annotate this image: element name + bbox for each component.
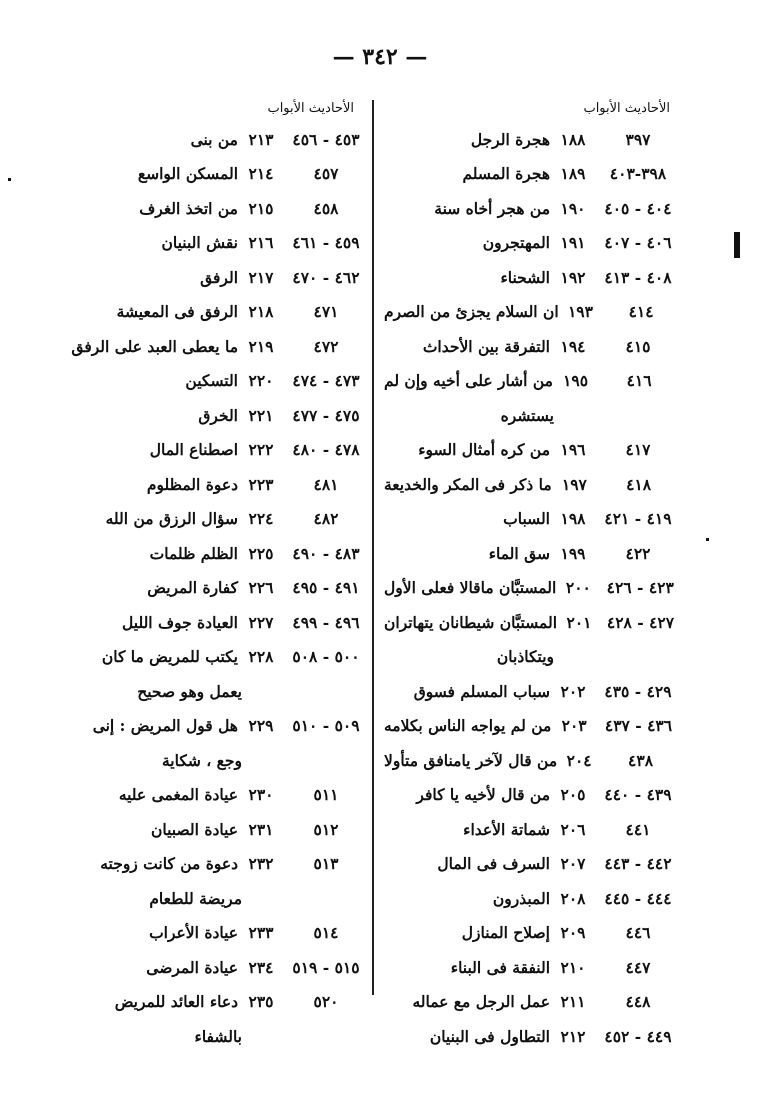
chapter-title: إصلاح المنازل <box>461 923 550 943</box>
chapter-number: ٢٠٨ <box>560 888 586 908</box>
hadith-range: ٤٣٦ - ٤٣٧ <box>604 716 673 736</box>
chapter-number: ١٩٢ <box>560 267 586 287</box>
chapter-title: من هجر أخاه سنة <box>434 198 550 218</box>
hadith-range: ٤٤١ <box>625 819 651 839</box>
chapter-number: ٢١٨ <box>248 302 274 322</box>
index-row <box>384 605 684 640</box>
hadith-range: ٤٤٩ - ٤٥٢ <box>604 1026 672 1046</box>
hadith-range: ٥١٢ <box>313 819 339 839</box>
index-continuation <box>384 640 684 675</box>
chapter-number: ١٨٩ <box>560 164 586 184</box>
chapter-title: الظلم ظلمات <box>149 543 238 563</box>
chapter-title: من بنى <box>190 129 238 149</box>
chapter-title: كفارة المريض <box>147 578 238 598</box>
chapter-number: ٢١٩ <box>248 336 274 356</box>
chapter-number: ٢٢٩ <box>248 716 274 736</box>
chapter-number: ٢٠٢ <box>560 681 586 701</box>
hadith-range: ٤١٧ <box>625 440 651 460</box>
column-header: الأحاديث الأبواب <box>267 101 354 116</box>
chapter-number: ٢٠١ <box>566 612 592 632</box>
index-row <box>62 329 372 364</box>
hadith-range: ٤٧٨ - ٤٨٠ <box>292 440 360 460</box>
hadith-range: ٤٧٣ - ٤٧٤ <box>292 371 360 391</box>
margin-mark <box>734 232 740 258</box>
hadith-range: ٤٨٢ <box>313 509 339 529</box>
chapter-title: ما يعطى العبد على الرفق <box>71 336 238 356</box>
hadith-range: ٤٥٣ - ٤٥٦ <box>292 129 360 149</box>
hadith-range: ٤٩١ - ٤٩٥ <box>292 578 360 598</box>
chapter-number: ٢٢٠ <box>248 371 274 391</box>
chapter-title: الخرق <box>198 405 238 425</box>
chapter-number: ١٩٥ <box>563 371 589 391</box>
chapter-title: الرفق <box>200 267 238 287</box>
hadith-range: ٤٣٨ <box>628 750 654 770</box>
chapter-title: هل قول المريض : إنى <box>92 716 238 736</box>
index-row <box>62 364 372 399</box>
chapter-number: ٢١١ <box>560 992 586 1012</box>
column-divider <box>372 100 374 995</box>
chapter-number: ٢٣٢ <box>248 854 274 874</box>
hadith-range: ٤٤٦ <box>625 923 651 943</box>
chapter-title: سق الماء <box>488 543 550 563</box>
hadith-range: ٤٠٤ - ٤٠٥ <box>604 198 672 218</box>
index-row <box>62 985 372 1020</box>
index-row <box>384 1019 684 1054</box>
margin-mark <box>8 178 11 181</box>
index-row <box>62 157 372 192</box>
chapter-title: عيادة الصبيان <box>151 819 238 839</box>
margin-mark <box>706 538 709 541</box>
index-row <box>62 709 372 744</box>
index-row <box>384 950 684 985</box>
index-continuation <box>62 674 372 709</box>
index-row <box>384 812 684 847</box>
index-row <box>62 571 372 606</box>
chapter-number: ٢٢٦ <box>248 578 274 598</box>
chapter-title: نقش البنيان <box>161 233 238 253</box>
hadith-range: ٥١٤ <box>313 923 339 943</box>
index-row <box>62 950 372 985</box>
hadith-range: ٤٥٩ - ٤٦١ <box>292 233 360 253</box>
index-row <box>62 847 372 882</box>
chapter-number: ١٩٨ <box>560 509 586 529</box>
entry-title-continuation: يعمل وهو صحيح <box>137 681 242 701</box>
chapter-title: من قال لأخيه يا كافر <box>416 785 550 805</box>
hadith-range: ٤٠٦ - ٤٠٧ <box>604 233 672 253</box>
index-row <box>62 640 372 675</box>
hadith-range: ٤٢٢ <box>625 543 651 563</box>
chapter-title: ان السلام يجزئ من الصرم <box>384 302 559 322</box>
hadith-range: ٤٢٧ - ٤٢٨ <box>606 612 675 632</box>
hadith-range: ٤٩٦ - ٤٩٩ <box>292 612 360 632</box>
index-row <box>62 433 372 468</box>
chapter-title: سؤال الرزق من الله <box>105 509 238 529</box>
hadith-range: ٤٤٨ <box>625 992 651 1012</box>
chapter-title: السباب <box>503 509 550 529</box>
hadith-range: ٥١١ <box>313 785 339 805</box>
index-row <box>384 260 684 295</box>
index-row <box>384 778 684 813</box>
index-row <box>384 571 684 606</box>
chapter-title: من كره أمثال السوء <box>418 440 550 460</box>
chapter-title: يكتب للمريض ما كان <box>101 647 238 667</box>
index-row <box>384 157 684 192</box>
hadith-range: ٤٤٧ <box>625 957 651 977</box>
hadith-range: ٣٩٧ <box>625 129 651 149</box>
chapter-title: المستبَّان ماقالا فعلى الأول <box>384 578 557 598</box>
index-row <box>384 709 684 744</box>
index-continuation <box>62 743 372 778</box>
hadith-range: ٤٨٣ - ٤٩٠ <box>292 543 360 563</box>
chapter-title: من لم يواجه الناس بكلامه <box>384 716 552 736</box>
chapter-title: التفرقة بين الأحداث <box>422 336 550 356</box>
chapter-number: ٢٠٠ <box>565 578 591 598</box>
index-row <box>62 122 372 157</box>
hadith-range: ٤٤٤ - ٤٤٥ <box>604 888 672 908</box>
chapter-title: سباب المسلم فسوق <box>413 681 550 701</box>
chapter-title: السرف فى المال <box>437 854 550 874</box>
hadith-range: ٤٣٩ - ٤٤٠ <box>604 785 672 805</box>
hadith-range: ٤٥٨ <box>313 198 339 218</box>
hadith-range: ٣٩٨-٤٠٣ <box>609 164 667 184</box>
chapter-title: عيادة المرضى <box>146 957 238 977</box>
entry-title-continuation: مريضة للطعام <box>149 888 242 908</box>
chapter-title: شماتة الأعداء <box>463 819 550 839</box>
hadith-range: ٤٠٨ - ٤١٣ <box>604 267 672 287</box>
entry-title-continuation: ويتكاذبان <box>496 647 554 667</box>
index-row <box>62 536 372 571</box>
hadith-range: ٤١٨ <box>626 474 652 494</box>
chapter-title: من اتخذ الغرف <box>139 198 238 218</box>
chapter-number: ١٩٩ <box>560 543 586 563</box>
hadith-range: ٤٢٩ - ٤٣٥ <box>604 681 672 701</box>
index-row <box>62 295 372 330</box>
chapter-number: ٢٢٧ <box>248 612 274 632</box>
index-row <box>384 467 684 502</box>
index-row <box>62 812 372 847</box>
index-row <box>62 398 372 433</box>
hadith-range: ٤٧٢ <box>313 336 339 356</box>
hadith-range: ٤١٥ <box>625 336 651 356</box>
hadith-range: ٥١٥ - ٥١٩ <box>292 957 360 977</box>
chapter-number: ٢٠٩ <box>560 923 586 943</box>
chapter-title: الشحناء <box>500 267 550 287</box>
chapter-number: ٢٠٤ <box>566 750 592 770</box>
index-row <box>384 226 684 261</box>
index-row <box>384 985 684 1020</box>
hadith-range: ٥٢٠ <box>313 992 339 1012</box>
index-row <box>384 122 684 157</box>
chapter-title: اصطناع المال <box>149 440 238 460</box>
index-column-left <box>62 96 372 1054</box>
index-row <box>62 502 372 537</box>
chapter-number: ٢١٧ <box>248 267 274 287</box>
chapter-number: ٢٣١ <box>248 819 274 839</box>
index-row <box>62 191 372 226</box>
index-row <box>384 433 684 468</box>
index-continuation <box>62 881 372 916</box>
hadith-range: ٤١٩ - ٤٢١ <box>604 509 672 529</box>
chapter-title: من قال لآخر يامنافق متأولا <box>384 750 558 770</box>
hadith-range: ٤٦٢ - ٤٧٠ <box>292 267 360 287</box>
chapter-number: ١٩٠ <box>560 198 586 218</box>
chapter-number: ٢٣٠ <box>248 785 274 805</box>
chapter-title: النفقة فى البناء <box>450 957 550 977</box>
index-row <box>62 916 372 951</box>
hadith-range: ٤٧١ <box>313 302 339 322</box>
chapter-number: ١٩٤ <box>560 336 586 356</box>
chapter-title: دعاء العائد للمريض <box>114 992 238 1012</box>
chapter-number: ١٨٨ <box>560 129 586 149</box>
index-row <box>62 605 372 640</box>
chapter-title: عيادة الأعراب <box>149 923 238 943</box>
chapter-number: ٢٢٥ <box>248 543 274 563</box>
chapter-number: ٢٠٧ <box>560 854 586 874</box>
hadith-range: ٤٥٧ <box>313 164 339 184</box>
chapter-number: ٢١٤ <box>248 164 274 184</box>
hadith-range: ٤٨١ <box>313 474 339 494</box>
index-row <box>384 191 684 226</box>
hadith-range: ٥٠٩ - ٥١٠ <box>292 716 360 736</box>
index-row <box>62 226 372 261</box>
index-row <box>384 502 684 537</box>
hadith-range: ٥١٣ <box>313 854 339 874</box>
index-row <box>384 847 684 882</box>
chapter-number: ٢١٠ <box>560 957 586 977</box>
chapter-number: ١٩١ <box>560 233 586 253</box>
index-row <box>62 260 372 295</box>
entry-title-continuation: وجع ، شكاية <box>161 750 242 770</box>
chapter-title: عمل الرجل مع عماله <box>412 992 550 1012</box>
index-row <box>384 364 684 399</box>
index-column-right <box>384 96 684 1054</box>
chapter-number: ٢١٢ <box>560 1026 586 1046</box>
hadith-range: ٤١٤ <box>628 302 654 322</box>
chapter-title: المهتجرون <box>482 233 550 253</box>
index-row <box>62 467 372 502</box>
chapter-title: دعوة من كانت زوجته <box>100 854 238 874</box>
chapter-title: التطاول فى البنيان <box>429 1026 550 1046</box>
chapter-number: ٢٣٣ <box>248 923 274 943</box>
chapter-number: ٢٢٤ <box>248 509 274 529</box>
index-continuation <box>384 398 684 433</box>
chapter-title: ما ذكر فى المكر والخديعة <box>384 474 552 494</box>
chapter-title: التسكين <box>185 371 238 391</box>
chapter-title: من أشار على أخيه وإن لم <box>384 371 553 391</box>
chapter-number: ٢٢٣ <box>248 474 274 494</box>
chapter-number: ٢١٣ <box>248 129 274 149</box>
chapter-number: ١٩٣ <box>567 302 593 322</box>
index-row <box>384 295 684 330</box>
chapter-title: هجرة المسلم <box>462 164 550 184</box>
chapter-number: ٢١٦ <box>248 233 274 253</box>
hadith-range: ٤١٦ <box>626 371 652 391</box>
chapter-number: ١٩٦ <box>560 440 586 460</box>
column-header: الأحاديث الأبواب <box>583 101 670 116</box>
entry-title-continuation: بالشفاء <box>194 1026 242 1046</box>
chapter-title: عيادة المغمى عليه <box>118 785 238 805</box>
index-row <box>384 743 684 778</box>
chapter-number: ٢١٥ <box>248 198 274 218</box>
chapter-title: العيادة جوف الليل <box>122 612 238 632</box>
index-row <box>62 778 372 813</box>
chapter-title: هجرة الرجل <box>470 129 550 149</box>
index-row <box>384 881 684 916</box>
index-row <box>384 329 684 364</box>
chapter-number: ٢٢٨ <box>248 647 274 667</box>
chapter-number: ٢٠٣ <box>561 716 587 736</box>
page-number: — ٣٤٢ — <box>332 44 428 70</box>
chapter-number: ١٩٧ <box>561 474 587 494</box>
chapter-title: المسكن الواسع <box>137 164 238 184</box>
index-row <box>384 674 684 709</box>
index-row <box>384 916 684 951</box>
chapter-title: دعوة المظلوم <box>146 474 238 494</box>
entry-title-continuation: يستشره <box>500 405 554 425</box>
chapter-number: ٢٢١ <box>248 405 274 425</box>
hadith-range: ٤٧٥ - ٤٧٧ <box>292 405 360 425</box>
index-row <box>384 536 684 571</box>
chapter-number: ٢٠٦ <box>560 819 586 839</box>
hadith-range: ٤٤٢ - ٤٤٣ <box>604 854 672 874</box>
chapter-title: المستبَّان شيطانان يتهاتران <box>384 612 558 632</box>
hadith-range: ٤٢٣ - ٤٢٦ <box>606 578 674 598</box>
chapter-title: المبذرون <box>492 888 550 908</box>
hadith-range: ٥٠٠ - ٥٠٨ <box>292 647 360 667</box>
chapter-number: ٢٠٥ <box>560 785 586 805</box>
index-continuation <box>62 1019 372 1054</box>
chapter-title: الرفق فى المعيشة <box>116 302 238 322</box>
chapter-number: ٢٣٥ <box>248 992 274 1012</box>
chapter-number: ٢٢٢ <box>248 440 274 460</box>
chapter-number: ٢٣٤ <box>248 957 274 977</box>
